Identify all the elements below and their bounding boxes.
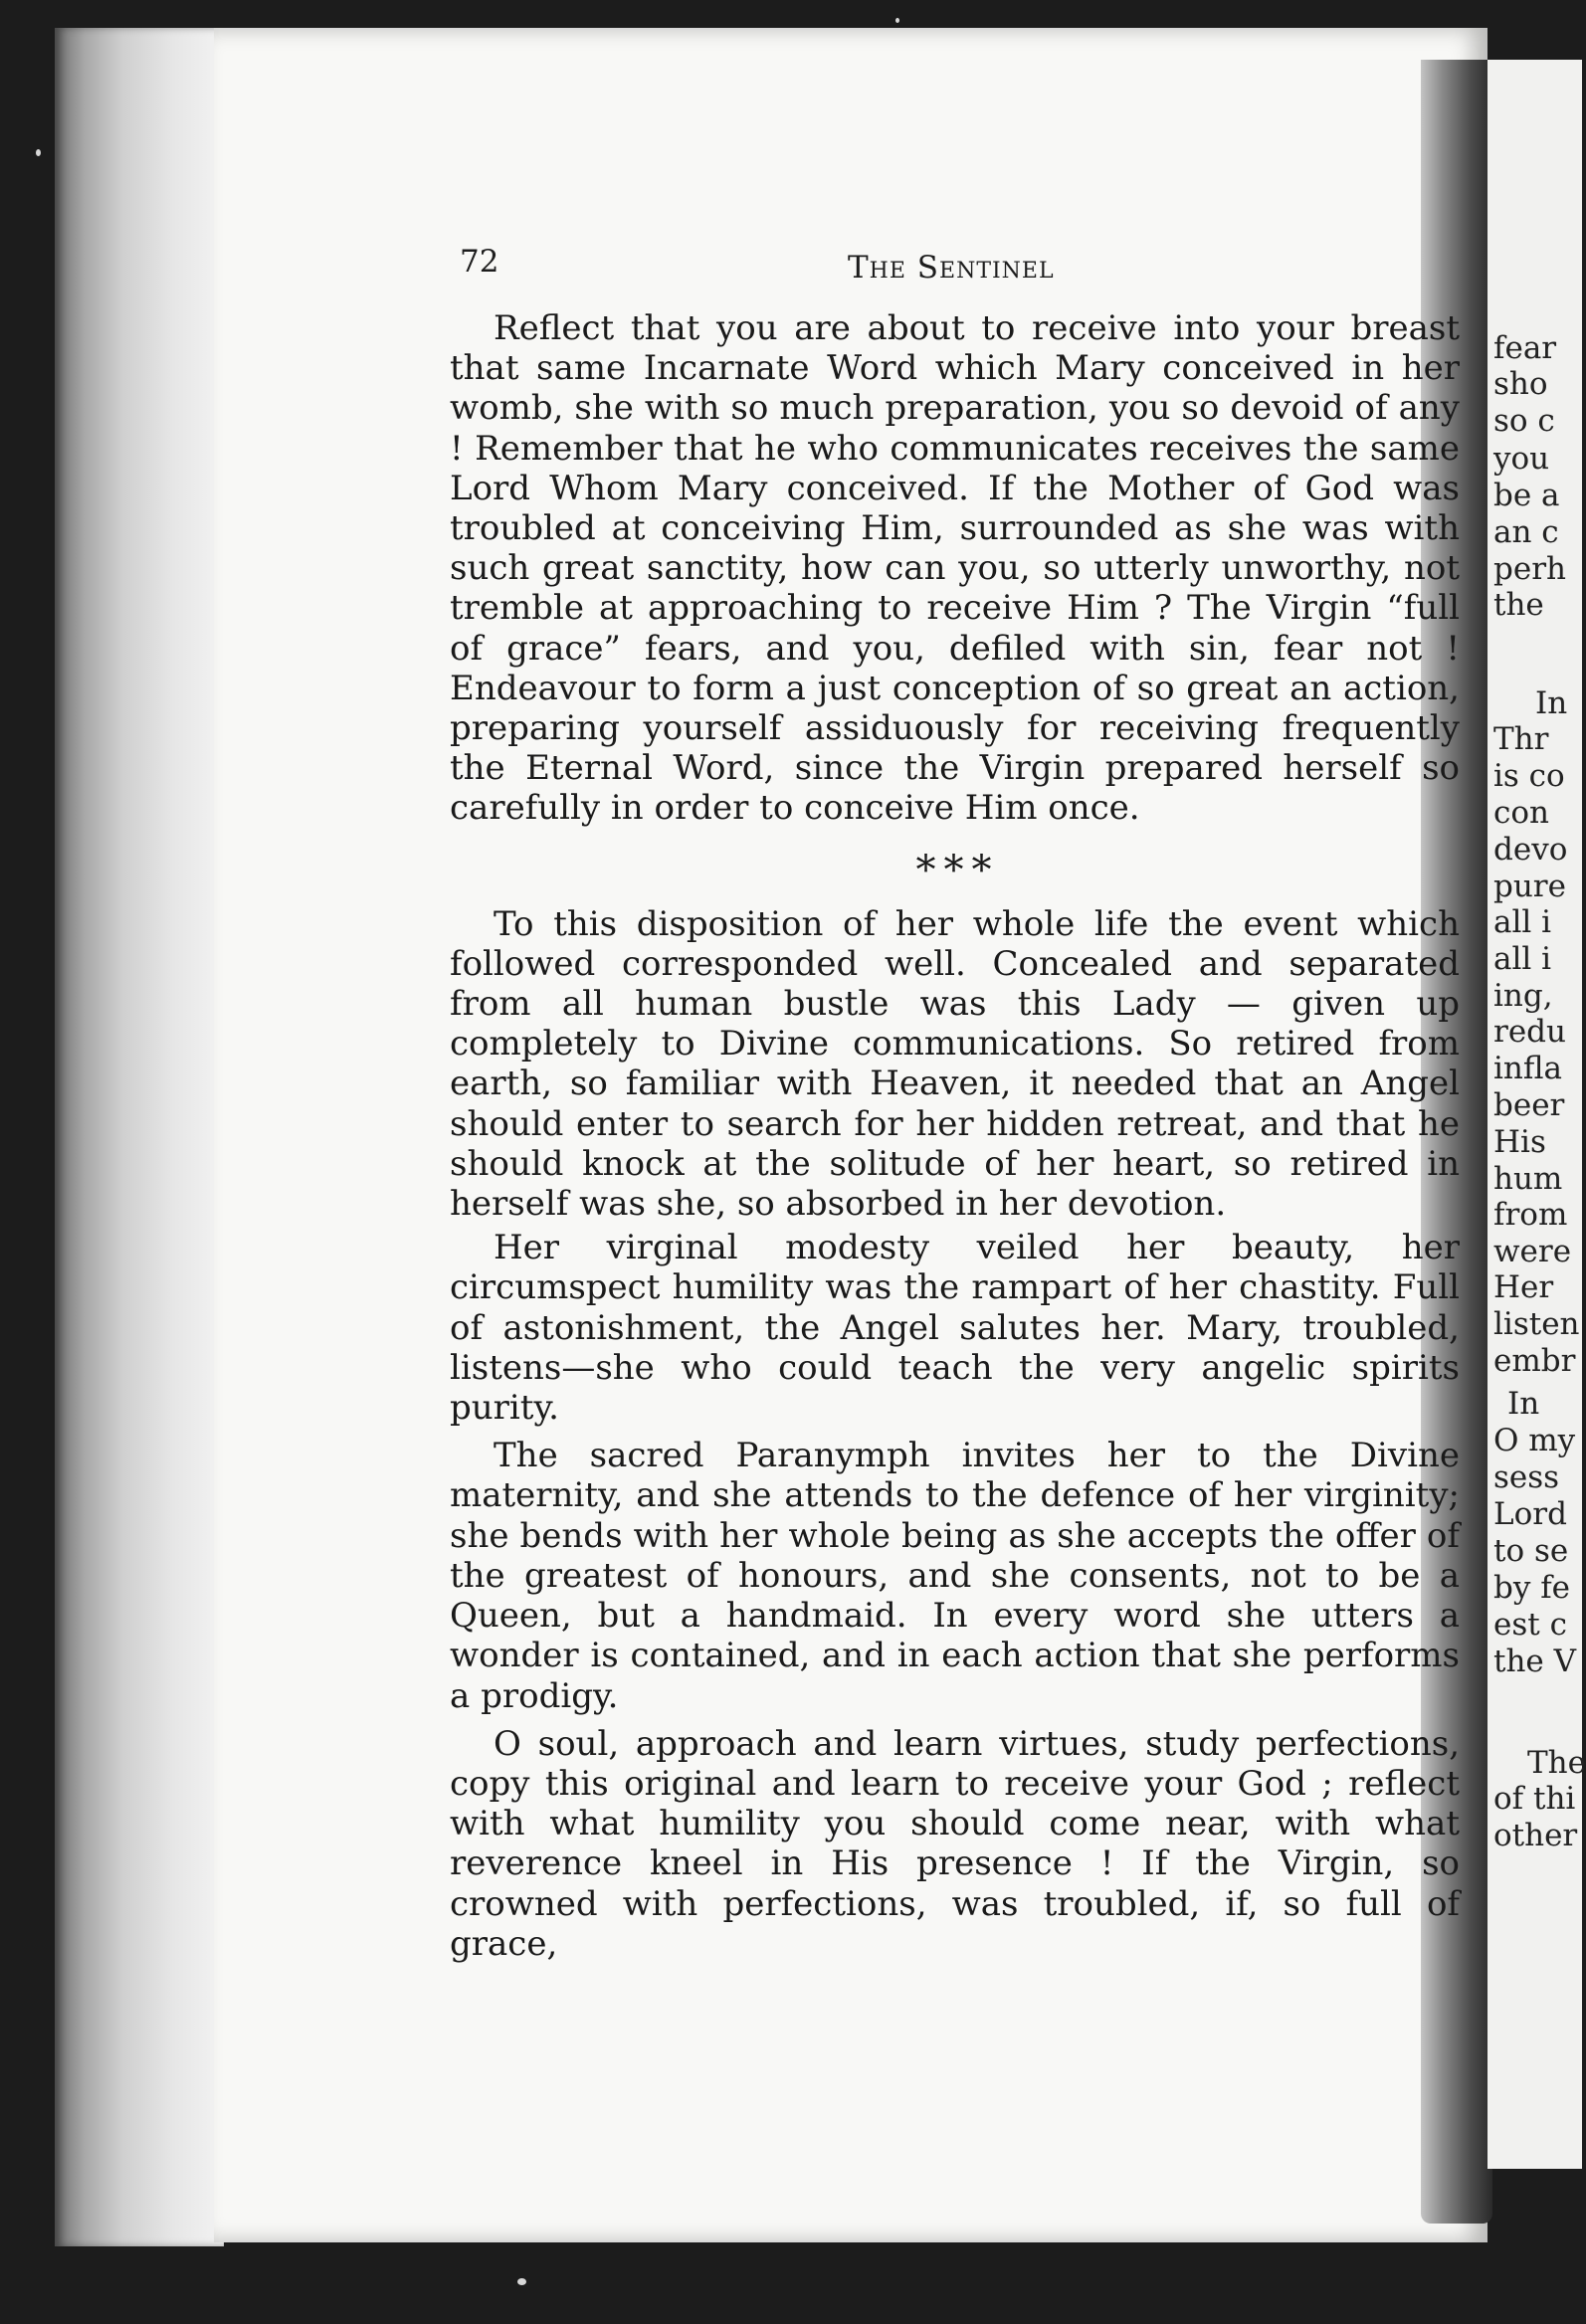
facing-page-line: were (1493, 1234, 1572, 1269)
facing-page-line: fear (1493, 330, 1557, 366)
facing-page-line: all i (1493, 904, 1552, 940)
facing-page-line: devo (1493, 832, 1568, 868)
facing-page-line: the (1493, 587, 1544, 623)
facing-page-line: O my (1493, 1423, 1576, 1458)
page-body (450, 308, 1460, 1968)
facing-page-line: est c (1493, 1607, 1567, 1643)
facing-page-line: infla (1493, 1051, 1563, 1086)
facing-page-line: sho (1493, 366, 1548, 402)
facing-page-line: con (1493, 795, 1549, 831)
facing-page-line: listen (1493, 1306, 1580, 1342)
facing-page-line: The (1527, 1745, 1586, 1781)
section-break-asterism: * * * (915, 847, 994, 893)
facing-page-line: be a (1493, 478, 1560, 513)
facing-page-line: redu (1493, 1014, 1566, 1050)
page-number: 72 (460, 244, 499, 280)
facing-page-line: beer (1493, 1087, 1565, 1123)
facing-page-line: His (1493, 1124, 1546, 1160)
facing-page-line: sess (1493, 1459, 1560, 1495)
scan-speck (517, 2278, 526, 2285)
facing-page-line: the V (1493, 1644, 1577, 1679)
facing-page-line: In (1535, 685, 1568, 721)
facing-page-line: Her (1493, 1269, 1554, 1305)
facing-page-line: you (1493, 441, 1550, 477)
facing-page-line: is co (1493, 758, 1565, 794)
facing-page-line: other (1493, 1818, 1578, 1853)
facing-page-line: an c (1493, 514, 1559, 550)
facing-page-line: In (1507, 1386, 1540, 1422)
facing-page-line: perh (1493, 551, 1566, 587)
facing-page-line: Thr (1493, 721, 1549, 757)
scan-speck (895, 18, 899, 23)
facing-page-line: pure (1493, 869, 1566, 904)
facing-page-line: by fe (1493, 1570, 1571, 1606)
facing-page-line: so c (1493, 403, 1555, 439)
running-title: The Sentinel (848, 250, 1055, 286)
book-left-page-edges (55, 28, 224, 2246)
facing-page-line: of thi (1493, 1781, 1576, 1817)
paragraph: Her virginal modesty veiled her beauty, her circumspect humility was the rampart of her chastity. Full of astonishment, the Angel salutes her. Mary, troubled, listens—she who could teach the very angelic spirits purity. (450, 1228, 1460, 1429)
paragraph: The sacred Paranymph invites her to the Divine maternity, and she attends to the defence of her virginity; she bends with her whole being as she accepts the offer of the greatest of honours, and she consents, not to be a Queen, but a handmaid. In every word she utters a wonder is contained, and in each action that she performs a prodigy. (450, 1436, 1460, 1716)
facing-page-line: from (1493, 1197, 1568, 1233)
facing-page-line: hum (1493, 1161, 1563, 1197)
paragraph: Reflect that you are about to receive into your breast that same Incarnate Word which Mary conceived in her womb, she with so much preparation, you so devoid of any ! Remember that he who communicates receives the same Lord Whom Mary conceived. If the Mother of God was troubled at conceiving Him, surrounded as she was with such great sanctity, how can you, so utterly unworthy, not tremble at approaching to receive Him ? The Virgin “full of grace” fears, and you, defiled with sin, fear not ! Endeavour to form a just conception of so great an action, preparing yourself assiduously for receiving frequently the Eternal Word, since the Virgin prepared herself so carefully in order to conceive Him once. (450, 308, 1460, 829)
scan-speck (36, 149, 41, 156)
facing-page-line: all i (1493, 941, 1552, 977)
facing-page-line: ing, (1493, 978, 1553, 1014)
facing-page-line: embr (1493, 1343, 1576, 1379)
paragraph: O soul, approach and learn virtues, study perfections, copy this original and learn to receive your God ; reflect with what humility you should come near, with what reverence kneel in His presence ! If the Virgin, so crowned with perfections, was troubled, if, so full of grace, (450, 1723, 1460, 1964)
facing-page-line: to se (1493, 1533, 1569, 1569)
paragraph: To this disposition of her whole life the event which followed corresponded well. Concealed and separated from all human bustle was this Lady — given up completely to Divine communications. So retired from earth, so familiar with Heaven, it needed that an Angel should enter to search for her hidden retreat, and that he should knock at the solitude of her heart, so retired in herself was she, so absorbed in her devotion. (450, 903, 1460, 1225)
facing-page-fragment (1487, 60, 1586, 2169)
facing-page-line: Lord (1493, 1496, 1567, 1532)
